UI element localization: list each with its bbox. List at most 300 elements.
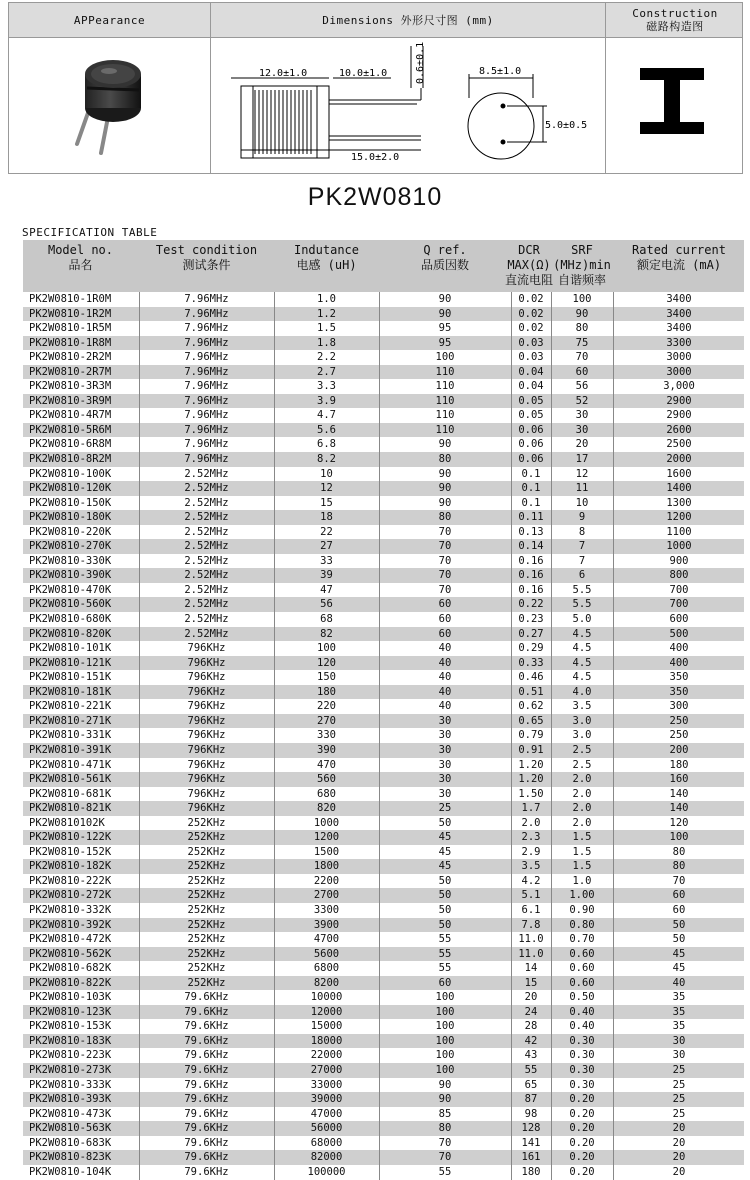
inductance-cell: 330 — [317, 729, 336, 742]
model-cell: PK2W0810-683K — [29, 1136, 112, 1149]
test-condition-cell: 7.96MHz — [184, 322, 229, 335]
model-cell: PK2W0810-333K — [29, 1078, 112, 1091]
test-condition-cell: 796KHz — [187, 656, 226, 669]
q-cell: 90 — [438, 1078, 452, 1091]
table-row — [23, 336, 744, 351]
rated-current-cell: 45 — [672, 947, 686, 960]
test-condition-cell: 2.52MHz — [184, 569, 229, 582]
q-cell: 100 — [435, 1020, 455, 1033]
table-row — [23, 1150, 744, 1165]
table-row — [23, 365, 744, 380]
rated-current-cell: 3000 — [666, 351, 692, 364]
q-cell: 40 — [438, 642, 452, 655]
srf-cell: 30 — [575, 409, 589, 422]
dim-total-label: 15.0±2.0 — [351, 152, 400, 163]
table-row — [23, 496, 744, 511]
srf-cell: 3.5 — [572, 700, 592, 713]
dcr-cell: 0.33 — [518, 656, 544, 669]
inductance-cell: 5600 — [313, 947, 340, 960]
model-cell: PK2W0810-222K — [29, 874, 112, 887]
table-row — [23, 1005, 744, 1020]
table-row — [23, 1034, 744, 1049]
model-cell: PK2W0810-270K — [29, 540, 112, 553]
model-cell: PK2W0810-331K — [29, 729, 112, 742]
inductance-cell: 82000 — [310, 1151, 343, 1164]
dcr-cell: 1.7 — [521, 802, 541, 815]
inductance-cell: 68000 — [310, 1136, 343, 1149]
q-cell: 60 — [438, 627, 452, 640]
inductance-cell: 2.7 — [317, 365, 336, 378]
figure-table — [8, 2, 743, 174]
srf-cell: 1.00 — [569, 889, 595, 902]
table-row — [23, 758, 744, 773]
rated-current-cell: 20 — [672, 1122, 686, 1135]
spec-table-header — [23, 240, 744, 292]
q-cell: 80 — [438, 1122, 452, 1135]
test-condition-cell: 7.96MHz — [184, 307, 229, 320]
q-cell: 55 — [438, 947, 452, 960]
rated-current-cell: 350 — [669, 685, 689, 698]
rated-current-cell: 1400 — [666, 482, 692, 495]
test-condition-cell: 796KHz — [187, 787, 226, 800]
test-condition-cell: 796KHz — [187, 642, 226, 655]
rated-current-cell: 70 — [672, 874, 686, 887]
table-row — [23, 452, 744, 467]
rated-current-cell: 2500 — [666, 438, 692, 451]
dcr-cell: 0.65 — [518, 714, 544, 727]
test-condition-cell: 2.52MHz — [184, 525, 229, 538]
test-condition-cell: 79.6KHz — [184, 1107, 229, 1120]
dcr-cell: 0.06 — [518, 453, 544, 466]
rated-current-cell: 1100 — [666, 525, 692, 538]
test-condition-cell: 79.6KHz — [184, 1005, 229, 1018]
dcr-cell: 7.8 — [521, 918, 541, 931]
model-cell: PK2W0810-822K — [29, 976, 112, 989]
q-cell: 50 — [438, 903, 452, 916]
table-row — [23, 1136, 744, 1151]
q-cell: 55 — [438, 933, 452, 946]
table-row — [23, 627, 744, 642]
inductance-cell: 15 — [320, 496, 333, 509]
model-cell: PK2W0810-8R2M — [29, 453, 112, 466]
test-condition-cell: 7.96MHz — [184, 380, 229, 393]
table-row — [23, 874, 744, 889]
table-row — [23, 307, 744, 322]
rated-current-cell: 100 — [669, 831, 689, 844]
rated-current-cell: 160 — [669, 773, 689, 786]
dcr-cell: 0.1 — [521, 482, 541, 495]
model-cell: PK2W0810-330K — [29, 554, 112, 567]
srf-cell: 10 — [575, 496, 589, 509]
table-row — [23, 379, 744, 394]
model-cell: PK2W0810-563K — [29, 1122, 112, 1135]
inductance-cell: 560 — [317, 773, 336, 786]
inductance-cell: 3.3 — [317, 380, 336, 393]
test-condition-cell: 79.6KHz — [184, 1020, 229, 1033]
construction-label-cn: 磁路构造图 — [646, 20, 704, 33]
dcr-cell: 65 — [524, 1078, 538, 1091]
table-row — [23, 568, 744, 583]
model-cell: PK2W0810-271K — [29, 714, 112, 727]
table-row — [23, 656, 744, 671]
page-title: PK2W0810 — [307, 183, 443, 211]
q-cell: 100 — [435, 1063, 455, 1076]
model-cell: PK2W0810-152K — [29, 845, 112, 858]
dcr-cell: 11.0 — [518, 933, 544, 946]
inductance-cell: 10000 — [310, 991, 343, 1004]
q-cell: 50 — [438, 889, 452, 902]
inductance-cell: 6800 — [313, 962, 340, 975]
dcr-cell: 4.2 — [521, 874, 541, 887]
srf-cell: 7 — [578, 554, 586, 567]
rated-current-cell: 3300 — [666, 336, 692, 349]
dcr-cell: 0.02 — [518, 307, 544, 320]
q-cell: 95 — [438, 336, 452, 349]
rated-current-cell: 3400 — [666, 293, 692, 305]
q-cell: 100 — [435, 351, 455, 364]
srf-cell: 0.20 — [569, 1151, 595, 1164]
srf-cell: 0.30 — [569, 1034, 595, 1047]
model-cell: PK2W0810102K — [29, 816, 105, 829]
dcr-cell: 3.5 — [521, 860, 541, 873]
rated-current-cell: 3,000 — [663, 380, 695, 393]
test-condition-cell: 2.52MHz — [184, 467, 229, 480]
srf-cell: 2.0 — [572, 773, 592, 786]
table-row — [23, 554, 744, 569]
dcr-cell: 0.06 — [518, 438, 544, 451]
dcr-cell: 5.1 — [521, 889, 541, 902]
rated-current-cell: 250 — [669, 729, 689, 742]
rated-current-cell: 350 — [669, 671, 689, 684]
dcr-cell: 24 — [524, 1005, 538, 1018]
inductance-cell: 270 — [317, 714, 336, 727]
model-cell: PK2W0810-1R0M — [29, 293, 112, 305]
srf-cell: 0.30 — [569, 1049, 595, 1062]
model-cell: PK2W0810-682K — [29, 962, 112, 975]
header-model-cn: 品名 — [68, 258, 93, 272]
header-srf-en: SRF — [571, 243, 593, 257]
inductance-cell: 39000 — [310, 1093, 343, 1106]
model-cell: PK2W0810-122K — [29, 831, 112, 844]
model-cell: PK2W0810-4R7M — [29, 409, 112, 422]
model-cell: PK2W0810-3R3M — [29, 380, 112, 393]
model-cell: PK2W0810-104K — [29, 1165, 112, 1178]
test-condition-cell: 252KHz — [187, 976, 226, 989]
table-row — [23, 714, 744, 729]
srf-cell: 2.0 — [572, 802, 592, 815]
test-condition-cell: 79.6KHz — [184, 1136, 229, 1149]
model-cell: PK2W0810-681K — [29, 787, 112, 800]
srf-cell: 0.30 — [569, 1078, 595, 1091]
dcr-cell: 0.22 — [518, 598, 544, 611]
table-row — [23, 990, 744, 1005]
header-rated-en: Rated current — [632, 243, 726, 257]
table-row — [23, 728, 744, 743]
test-condition-cell: 79.6KHz — [184, 991, 229, 1004]
test-condition-cell: 796KHz — [187, 671, 226, 684]
rated-current-cell: 20 — [672, 1165, 686, 1178]
test-condition-cell: 79.6KHz — [184, 1122, 229, 1135]
test-condition-cell: 252KHz — [187, 947, 226, 960]
q-cell: 100 — [435, 1005, 455, 1018]
rated-current-cell: 35 — [672, 1005, 686, 1018]
rated-current-cell: 80 — [672, 845, 686, 858]
test-condition-cell: 796KHz — [187, 758, 226, 771]
srf-cell: 1.0 — [572, 874, 592, 887]
rated-current-cell: 30 — [672, 1049, 686, 1062]
rated-current-cell: 60 — [672, 889, 686, 902]
dcr-cell: 0.05 — [518, 409, 544, 422]
model-cell: PK2W0810-332K — [29, 903, 112, 916]
dcr-cell: 180 — [521, 1165, 541, 1178]
model-cell: PK2W0810-393K — [29, 1093, 112, 1106]
table-row — [23, 423, 744, 438]
srf-cell: 3.0 — [572, 714, 592, 727]
test-condition-cell: 2.52MHz — [184, 482, 229, 495]
dcr-cell: 0.16 — [518, 554, 544, 567]
test-condition-cell: 252KHz — [187, 962, 226, 975]
q-cell: 70 — [438, 1136, 452, 1149]
test-condition-cell: 252KHz — [187, 831, 226, 844]
model-cell: PK2W0810-561K — [29, 773, 112, 786]
srf-cell: 5.5 — [572, 583, 592, 596]
inductance-cell: 10 — [320, 467, 333, 480]
table-row — [23, 845, 744, 860]
srf-cell: 4.5 — [572, 642, 592, 655]
model-cell: PK2W0810-821K — [29, 802, 112, 815]
q-cell: 70 — [438, 540, 452, 553]
rated-current-cell: 35 — [672, 1020, 686, 1033]
rated-current-cell: 140 — [669, 787, 689, 800]
srf-cell: 11 — [575, 482, 589, 495]
rated-current-cell: 25 — [672, 1107, 686, 1120]
q-cell: 30 — [438, 714, 452, 727]
table-row — [23, 467, 744, 482]
test-condition-cell: 796KHz — [187, 729, 226, 742]
dcr-cell: 0.51 — [518, 685, 544, 698]
inductance-cell: 18 — [320, 511, 333, 524]
table-row — [23, 816, 744, 831]
q-cell: 50 — [438, 816, 452, 829]
header-inductance — [275, 240, 378, 292]
dimensions-label: Dimensions 外形尺寸图 (mm) — [322, 13, 494, 27]
test-condition-cell: 2.52MHz — [184, 554, 229, 567]
table-row — [23, 292, 744, 307]
srf-cell: 70 — [575, 351, 589, 364]
test-condition-cell: 252KHz — [187, 903, 226, 916]
table-row — [23, 321, 744, 336]
inductance-cell: 1500 — [313, 845, 340, 858]
model-cell: PK2W0810-103K — [29, 991, 112, 1004]
dcr-cell: 2.9 — [521, 845, 541, 858]
q-cell: 30 — [438, 729, 452, 742]
rated-current-cell: 60 — [672, 903, 686, 916]
q-cell: 100 — [435, 991, 455, 1004]
dim-diameter-label: 8.5±1.0 — [479, 66, 522, 77]
q-cell: 80 — [438, 453, 452, 466]
srf-cell: 56 — [575, 380, 589, 393]
test-condition-cell: 7.96MHz — [184, 409, 229, 422]
model-cell: PK2W0810-181K — [29, 685, 112, 698]
table-row — [23, 1048, 744, 1063]
dim-length-label: 12.0±1.0 — [259, 68, 308, 79]
dim-wire-label: 0.6±0.1 — [415, 41, 426, 84]
inductance-cell: 8200 — [313, 976, 340, 989]
srf-cell: 0.20 — [569, 1122, 595, 1135]
test-condition-cell: 79.6KHz — [184, 1093, 229, 1106]
srf-cell: 8 — [578, 525, 586, 538]
srf-cell: 90 — [575, 307, 589, 320]
table-row — [23, 539, 744, 554]
q-cell: 55 — [438, 962, 452, 975]
table-row — [23, 932, 744, 947]
q-cell: 40 — [438, 685, 452, 698]
header-ind-en: Indutance — [293, 243, 360, 257]
dcr-cell: 0.27 — [518, 627, 544, 640]
srf-cell: 20 — [575, 438, 589, 451]
q-cell: 100 — [435, 1049, 455, 1062]
dcr-cell: 28 — [524, 1020, 538, 1033]
test-condition-cell: 2.52MHz — [184, 627, 229, 640]
header-rated — [614, 240, 744, 292]
table-row — [23, 408, 744, 423]
table-row — [23, 1063, 744, 1078]
model-cell: PK2W0810-5R6M — [29, 423, 112, 436]
test-condition-cell: 2.52MHz — [184, 583, 229, 596]
model-cell: PK2W0810-470K — [29, 583, 112, 596]
q-cell: 60 — [438, 613, 452, 626]
q-cell: 90 — [438, 438, 452, 451]
rated-current-cell: 25 — [672, 1078, 686, 1091]
inductance-cell: 56000 — [310, 1122, 343, 1135]
model-cell: PK2W0810-391K — [29, 743, 112, 756]
srf-cell: 0.90 — [569, 903, 595, 916]
inductance-cell: 5.6 — [317, 423, 336, 436]
srf-cell: 0.60 — [569, 962, 595, 975]
test-condition-cell: 2.52MHz — [184, 613, 229, 626]
rated-current-cell: 35 — [672, 991, 686, 1004]
column-divider — [551, 292, 552, 1180]
test-condition-cell: 796KHz — [187, 685, 226, 698]
model-cell: PK2W0810-473K — [29, 1107, 112, 1120]
test-condition-cell: 7.96MHz — [184, 336, 229, 349]
srf-cell: 7 — [578, 540, 586, 553]
dcr-cell: 55 — [524, 1063, 538, 1076]
rated-current-cell: 45 — [672, 962, 686, 975]
table-row — [23, 583, 744, 598]
table-row — [23, 888, 744, 903]
inductance-cell: 100000 — [307, 1165, 346, 1178]
q-cell: 30 — [438, 787, 452, 800]
model-cell: PK2W0810-183K — [29, 1034, 112, 1047]
q-cell: 60 — [438, 598, 452, 611]
model-cell: PK2W0810-6R8M — [29, 438, 112, 451]
srf-cell: 0.20 — [569, 1136, 595, 1149]
dim-lead-label: 10.0±1.0 — [339, 68, 388, 79]
model-cell: PK2W0810-820K — [29, 627, 112, 640]
inductance-cell: 1200 — [313, 831, 340, 844]
test-condition-cell: 79.6KHz — [184, 1049, 229, 1062]
dcr-cell: 0.13 — [518, 525, 544, 538]
dimension-drawing — [211, 38, 605, 174]
test-condition-cell: 7.96MHz — [184, 423, 229, 436]
table-row — [23, 1121, 744, 1136]
q-cell: 70 — [438, 525, 452, 538]
inductance-cell: 470 — [317, 758, 336, 771]
dcr-cell: 0.1 — [521, 467, 541, 480]
srf-cell: 0.30 — [569, 1063, 595, 1076]
test-condition-cell: 7.96MHz — [184, 293, 229, 305]
appearance-label: APPearance — [73, 13, 146, 27]
table-row — [23, 612, 744, 627]
dcr-cell: 2.0 — [521, 816, 541, 829]
dcr-cell: 11.0 — [518, 947, 544, 960]
inductance-cell: 1.5 — [317, 322, 336, 335]
test-condition-cell: 7.96MHz — [184, 365, 229, 378]
srf-cell: 3.0 — [572, 729, 592, 742]
table-row — [23, 437, 744, 452]
inductance-cell: 47000 — [310, 1107, 343, 1120]
rated-current-cell: 500 — [669, 627, 689, 640]
model-cell: PK2W0810-1R5M — [29, 322, 112, 335]
model-cell: PK2W0810-392K — [29, 918, 112, 931]
q-cell: 70 — [438, 554, 452, 567]
q-cell: 90 — [438, 307, 452, 320]
rated-current-cell: 25 — [672, 1063, 686, 1076]
q-cell: 90 — [438, 293, 452, 305]
inductance-cell: 4700 — [313, 933, 340, 946]
inductance-cell: 3900 — [313, 918, 340, 931]
test-condition-cell: 2.52MHz — [184, 511, 229, 524]
dcr-cell: 87 — [524, 1093, 538, 1106]
srf-cell: 5.0 — [572, 613, 592, 626]
srf-cell: 2.5 — [572, 743, 592, 756]
inductance-cell: 2.2 — [317, 351, 336, 364]
model-cell: PK2W0810-562K — [29, 947, 112, 960]
header-q-en: Q ref. — [423, 243, 467, 257]
table-row — [23, 830, 744, 845]
model-cell: PK2W0810-390K — [29, 569, 112, 582]
model-cell: PK2W0810-120K — [29, 482, 112, 495]
q-cell: 30 — [438, 758, 452, 771]
dcr-cell: 0.1 — [521, 496, 541, 509]
q-cell: 50 — [438, 874, 452, 887]
rated-current-cell: 180 — [669, 758, 689, 771]
rated-current-cell: 50 — [672, 933, 686, 946]
table-row — [23, 947, 744, 962]
inductance-cell: 27 — [320, 540, 333, 553]
inductance-cell: 820 — [317, 802, 336, 815]
rated-current-cell: 800 — [669, 569, 689, 582]
rated-current-cell: 2000 — [666, 453, 692, 466]
dcr-cell: 2.3 — [521, 831, 541, 844]
rated-current-cell: 200 — [669, 743, 689, 756]
model-cell: PK2W0810-150K — [29, 496, 112, 509]
srf-cell: 1.5 — [572, 831, 592, 844]
inductance-cell: 68 — [320, 613, 333, 626]
inductance-cell: 3300 — [313, 903, 340, 916]
inductance-cell: 390 — [317, 743, 336, 756]
srf-cell: 75 — [575, 336, 589, 349]
inductance-cell: 39 — [320, 569, 333, 582]
inductance-cell: 2700 — [313, 889, 340, 902]
dcr-cell: 6.1 — [521, 903, 541, 916]
q-cell: 110 — [435, 365, 455, 378]
header-test-cn: 测试条件 — [182, 258, 231, 272]
q-cell: 60 — [438, 976, 452, 989]
dcr-cell: 0.16 — [518, 569, 544, 582]
dcr-cell: 0.05 — [518, 394, 544, 407]
